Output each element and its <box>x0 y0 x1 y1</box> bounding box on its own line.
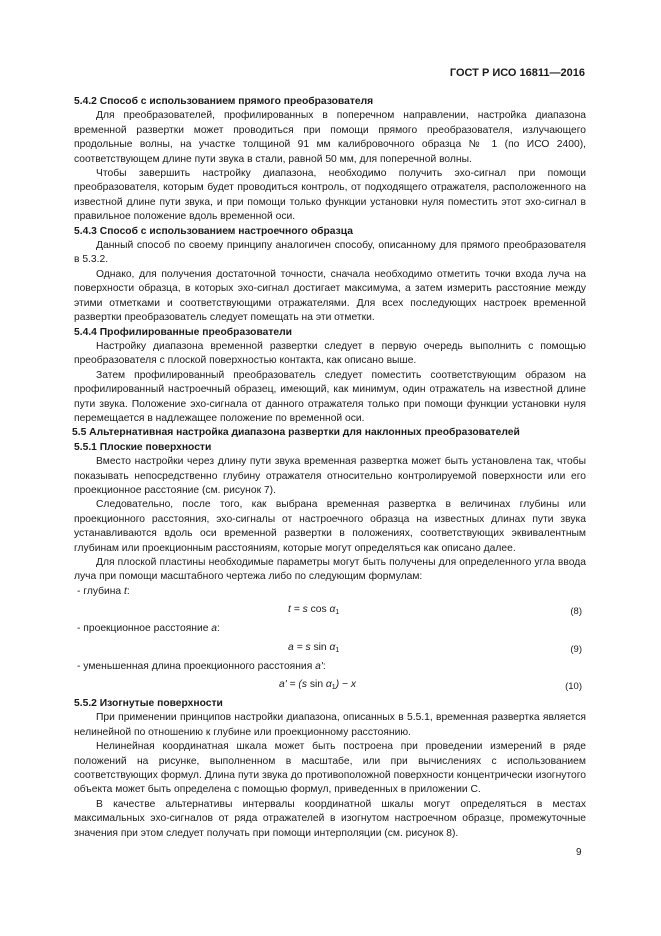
formula-10 <box>74 675 586 695</box>
section-5-5-1-heading: 5.5.1 Плоские поверхности <box>74 441 212 453</box>
paragraph: В качестве альтернативы интервалы координатной шкалы могут определяться в местах максимальных эхо-сигналов от ряда отражателей в изогнутом настроечном образце, промежуточные значения при этом следует получать при помощи интерполяции (см. рисунок 8). <box>74 798 586 839</box>
formula-8 <box>74 600 586 620</box>
formula-number: (9) <box>570 643 582 655</box>
list-item-depth: - глубина t: <box>77 585 130 597</box>
document-id-header: ГОСТ Р ИСО 16811—2016 <box>449 67 585 79</box>
section-5-4-4-heading: 5.4.4 Профилированные преобразователи <box>74 326 293 338</box>
paragraph: Однако, для получения достаточной точности, сначала необходимо отметить точки входа луча на поверхности образца, в которых эхо-сигнал достигает максимума, а затем измерить расстояние между этими отметками и соответствующими отражателями. Для всех последующих настроек временной развертки преобразователь следует помещать на эти отметки. <box>74 268 586 324</box>
list-item-projection-distance: - проекционное расстояние a: <box>77 623 220 635</box>
list-item-reduced-projection: - уменьшенная длина проекционного расстояния a': <box>77 660 326 672</box>
section-5-5-2-heading: 5.5.2 Изогнутые поверхности <box>74 698 223 710</box>
formula-expression: t = s $\cos \alpha_1$ <box>288 604 340 617</box>
paragraph: Для плоской пластины необходимые параметры могут быть получены для определенного угла ввода луча при помощи масштабного чертежа либо по следующим формулам: <box>74 557 586 583</box>
paragraph: Затем профилированный преобразователь следует поместить соответствующим образом на профилированный настроечный образец, имеющий, как минимум, один отражатель на известной длине пути звука. Положение эхо-сигнала от данного отражателя только при помощи функции установки нуля перемещается в надлежащее положение по временной оси. <box>74 369 586 424</box>
formula-number: (8) <box>570 606 582 618</box>
section-5-4-3-heading: 5.4.3 Способ с использованием настроечного образца <box>74 225 353 237</box>
paragraph: При применении принципов настройки диапазона, описанных в 5.5.1, временная развертка является нелинейной по отношению к глубине или проекционному расстоянию. <box>74 712 586 738</box>
formula-number: (10) <box>565 681 582 693</box>
paragraph: Настройку диапазона временной развертки следует в первую очередь выполнить с помощью преобразователя с плоской поверхностью контакта, как описано выше. <box>74 340 586 367</box>
formula-9 <box>74 638 586 658</box>
page-number: 9 <box>576 847 582 858</box>
paragraph: Следовательно, после того, как выбрана временная развертка в величинах глубины или проекционного расстояния, эхо-сигналы от настроечного образца на известных длинах пути звука устанавливаются вдоль оси временной развертки в положениях, соответствующих эквивалентным глубинам или проекционным расстояниям, которые могут определяться как описано далее. <box>74 499 586 554</box>
section-5-4-2-heading: 5.4.2 Способ с использованием прямого преобразователя <box>74 96 374 107</box>
page-content <box>74 95 586 841</box>
paragraph: Чтобы завершить настройку диапазона, необходимо получить эхо-сигнал при помощи преобразователя, которым будет проводиться контроль, от подходящего отражателя, расположенного на известной длине пути звука, и при помощи только функции установки нуля поместить этот эхо-сигнал в правильное положение вдоль временной оси. <box>74 168 586 223</box>
paragraph: Вместо настройки через длину пути звука временная развертка может быть установлена так, чтобы показывать непосредственно глубину отражателя относительно контролируемой поверхности или его проекционное расстояние (см. рисунок 7). <box>74 456 586 496</box>
paragraph: Данный способ по своему принципу аналогичен способу, описанному для прямого преобразователя в 5.3.2. <box>74 240 586 266</box>
paragraph: Для преобразователей, профилированных в поперечном направлении, настройка диапазона временной развертки может проводиться при помощи прямого преобразователя, излучающего продольные волны, на участке толщиной 91 мм калибровочного образца № 1 (по ИСО 2400), соответствующем длине пути звука в стали, равной 50 мм, для поперечной волны. <box>74 110 586 165</box>
paragraph: Нелинейная координатная шкала может быть построена при проведении измерений в ряде положений на рисунке, выполненном в масштабе, или при вычислениях с использованием соответствующих формул. Длина пути звука до противоположной поверхности концентрически изогнутого объекта может быть определена с помощью формул, приведенных в приложении С. <box>74 741 586 796</box>
section-5-5-heading: 5.5 Альтернативная настройка диапазона развертки для наклонных преобразователей <box>72 427 520 439</box>
formula-expression: a' = (s $\sin \alpha_1) - x$ <box>279 679 356 692</box>
formula-expression: a = s $\sin \alpha_1$ <box>288 641 340 654</box>
